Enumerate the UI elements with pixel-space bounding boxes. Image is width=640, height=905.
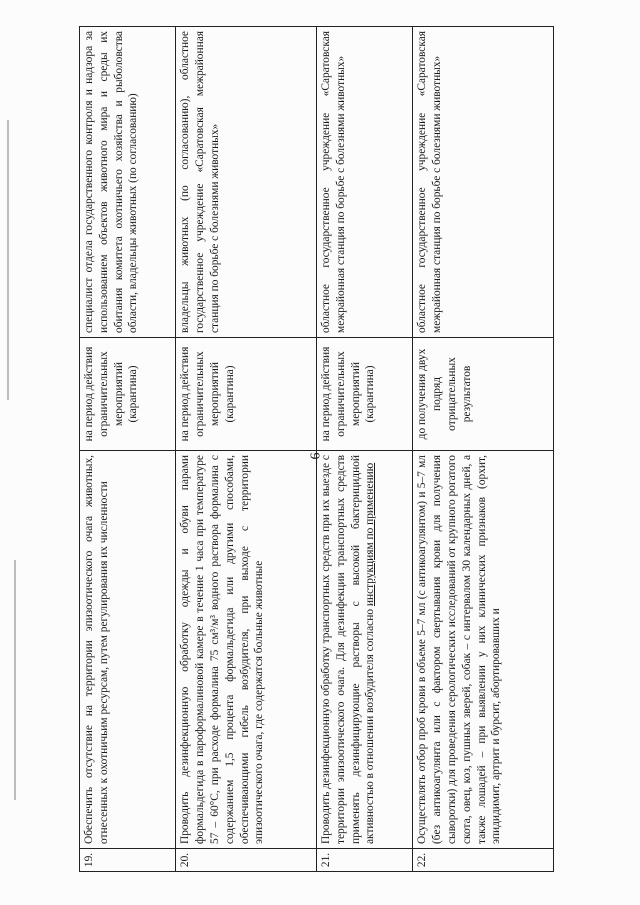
- deadline-cell: на период действия ограничительных мероприятий (карантина): [80, 338, 176, 451]
- deadline-cell: до получения двух подряд отрицательных результатов: [413, 338, 554, 451]
- responsible-cell: областное государственное учреждение «Саратовская межрайонная станция по борьбе с болезнями животных»: [316, 27, 412, 338]
- row-number: 19.: [80, 849, 176, 872]
- table-row: [176, 27, 317, 872]
- measures-table: [79, 26, 554, 872]
- table-row: [80, 27, 176, 872]
- row-number: 21.: [316, 849, 412, 872]
- row-number: 22.: [413, 849, 554, 872]
- page-number: 6: [308, 452, 324, 460]
- responsible-cell: специалист отдела государственного контроля и надзора за использованием объектов животного мира и среды их обитания комитета охотничьего хозяйства и рыболовства области, владельцы животных (по согласованию): [80, 27, 176, 338]
- scan-artifact: [14, 560, 16, 800]
- row-number: 20.: [176, 849, 317, 872]
- rotated-table-wrapper: [79, 26, 554, 872]
- action-cell: [316, 451, 412, 849]
- action-text-underlined: инструкциям по применению: [364, 462, 377, 607]
- deadline-cell: на период действия ограничительных мероприятий (карантина): [316, 338, 412, 451]
- action-cell: Обеспечить отсутствие на территории эпизоотического очага животных, отнесенных к охотничьим ресурсам, путем регулирования их численности: [80, 451, 176, 849]
- action-cell: Проводить дезинфекционную обработку одежды и обуви парами формальдегида в пароформалиновой камере в течение 1 часа при температуре 57 – 60°С, при расходе формалина 75 см³/м³ водного раствора формалина с содержанием 1,5 процента формальдегида или другими способами, обеспечивающими гибель возбудителя, при выходе с территории эпизоотического очага, где содержатся больные животные: [176, 451, 317, 849]
- action-text: Проводить дезинфекционную обработку транспортных средств при их выезде с территории эпизоотического очага. Для дезинфекции транспортных средств применять дезинфицирующие растворы с высокой бактерицидной активностью в отношении возбудителя согласно: [319, 455, 377, 844]
- deadline-cell: на период действия ограничительных мероприятий (карантина): [176, 338, 317, 451]
- action-cell: Осуществлять отбор проб крови в объеме 5–7 мл (с антикоагулянтом) и 5–7 мл (без антикоагулянта или с фактором свертывания крови для получения сыворотки) для проведения серологических исследований от крупного рогатого скота, овец, коз, пушных зверей, собак – с интервалом 30 календарных дней, а также лошадей – при выявлении у них клинических признаков (орхит, эпидидимит, артрит и бурсит, абортировавших и: [413, 451, 554, 849]
- scan-artifact: [7, 120, 9, 400]
- responsible-cell: владельцы животных (по согласованию), областное государственное учреждение «Саратовская межрайонная станция по борьбе с болезнями животных»: [176, 27, 317, 338]
- table-row: [316, 27, 412, 872]
- table-row: [413, 27, 554, 872]
- responsible-cell: областное государственное учреждение «Саратовская межрайонная станция по борьбе с болезнями животных»: [413, 27, 554, 338]
